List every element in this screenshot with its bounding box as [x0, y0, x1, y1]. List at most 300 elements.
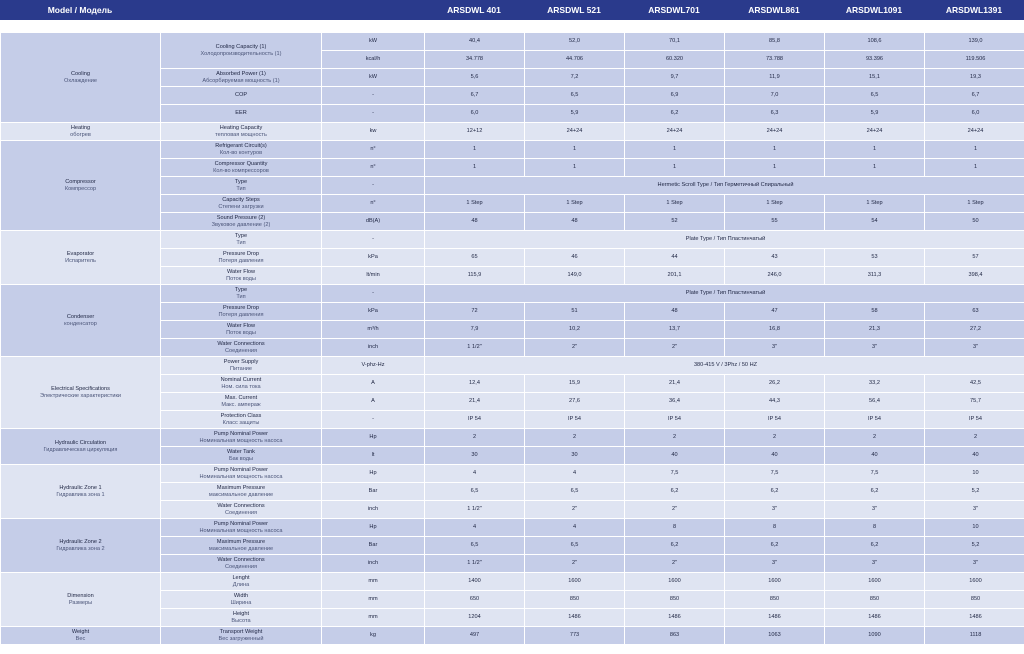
unit-cell: kPa [322, 303, 424, 320]
group-label-en: Evaporator [66, 251, 95, 258]
unit-cell: V-phz-Hz [322, 357, 424, 374]
parameter-label-en: Type [234, 233, 248, 240]
value-cell: 24+24 [925, 123, 1024, 140]
value-cell: 12+12 [425, 123, 524, 140]
value-cell: 40,4 [425, 33, 524, 50]
value-cell: 48 [425, 213, 524, 230]
table-header [0, 0, 1024, 20]
value-cell: 149,0 [525, 267, 624, 284]
group-label-ru: конденсатор [64, 320, 97, 327]
parameter-label [161, 627, 321, 644]
value-cell: 1486 [625, 609, 724, 626]
value-cell: 10 [925, 519, 1024, 536]
value-cell: 2 [725, 429, 824, 446]
parameter-label-en: Water Connections [217, 341, 265, 348]
parameter-label [161, 429, 321, 446]
unit-cell: dB(A) [322, 213, 424, 230]
value-cell: 1 [425, 159, 524, 176]
value-cell: 3" [825, 555, 924, 572]
group-label-en: Condenser [66, 314, 95, 321]
value-cell: 24+24 [625, 123, 724, 140]
group-label-ru: Вес [75, 635, 86, 642]
unit-cell: - [322, 105, 424, 122]
value-cell: 1486 [825, 609, 924, 626]
value-cell: 850 [625, 591, 724, 608]
table-row [1, 429, 1024, 446]
parameter-label [161, 339, 321, 356]
value-cell: 1 [925, 159, 1024, 176]
parameter-label [161, 231, 321, 248]
value-cell: 1 1/2" [425, 555, 524, 572]
value-cell: 6,2 [625, 105, 724, 122]
group-label-en: Compressor [65, 179, 96, 186]
unit-cell: m³/h [322, 321, 424, 338]
value-cell: 6,5 [425, 483, 524, 500]
value-cell: 2 [425, 429, 524, 446]
parameter-label [161, 447, 321, 464]
value-cell: 6,7 [925, 87, 1024, 104]
group-label-ru: Гидравлическая циркуляция [43, 446, 118, 453]
value-cell: 6,2 [825, 483, 924, 500]
model-header: ARSDWL 521 [547, 5, 601, 15]
value-cell: 24+24 [725, 123, 824, 140]
value-cell: 48 [625, 303, 724, 320]
value-cell: 6,2 [625, 537, 724, 554]
unit-cell: A [322, 393, 424, 410]
value-cell: 1486 [925, 609, 1024, 626]
model-header: ARSDWL701 [648, 5, 700, 15]
unit-cell: mm [322, 591, 424, 608]
value-cell: 6,7 [425, 87, 524, 104]
table-row [1, 465, 1024, 482]
value-cell: 497 [425, 627, 524, 644]
value-cell: 7,5 [625, 465, 724, 482]
value-cell: 60.320 [625, 51, 724, 68]
parameter-label [161, 303, 321, 320]
value-cell: 65 [425, 249, 524, 266]
value-cell: 30 [525, 447, 624, 464]
parameter-label-ru: Номинальная мощность насоса [199, 473, 283, 480]
value-cell: 6,2 [725, 537, 824, 554]
table-row [1, 285, 1024, 302]
parameter-label-en: Water Flow [226, 269, 256, 276]
value-cell: 73.788 [725, 51, 824, 68]
value-cell: 70,1 [625, 33, 724, 50]
value-cell: 2" [525, 501, 624, 518]
value-cell: 1 [825, 141, 924, 158]
value-cell: 40 [625, 447, 724, 464]
parameter-label-en: Nominal Current [220, 377, 262, 384]
parameter-label-ru: Номинальная мощность насоса [199, 527, 283, 534]
value-cell: 2 [925, 429, 1024, 446]
unit-cell: Hp [322, 465, 424, 482]
unit-cell: Hp [322, 429, 424, 446]
value-cell: 1 Step [725, 195, 824, 212]
group-label-en: Heating [70, 125, 91, 132]
value-cell: 1 Step [625, 195, 724, 212]
value-cell: 36,4 [625, 393, 724, 410]
value-cell: 8 [625, 519, 724, 536]
parameter-label [161, 375, 321, 392]
parameter-label [161, 519, 321, 536]
parameter-label [161, 483, 321, 500]
parameter-label-ru: Потеря давления [218, 311, 264, 318]
parameter-label-ru: Тип [236, 293, 246, 300]
value-cell: 26,2 [725, 375, 824, 392]
value-cell: 4 [525, 465, 624, 482]
parameter-label-en: Pump Nominal Power [213, 521, 269, 528]
parameter-label [161, 285, 321, 302]
unit-cell: lt [322, 447, 424, 464]
table-row [1, 627, 1024, 644]
group-label-ru: Гидравлика зона 1 [56, 491, 105, 498]
parameter-label-en: Compressor Quantity [214, 161, 268, 168]
parameter-label-ru: Класс защиты [222, 419, 260, 426]
group-label [1, 465, 160, 518]
parameter-label-ru: Бак воды [229, 455, 253, 462]
merged-value-cell: Plate Type / Тип Пластинчатый [425, 231, 1024, 248]
value-cell: 93.396 [825, 51, 924, 68]
value-cell: 40 [825, 447, 924, 464]
parameter-label-ru: Ном. сила тока [221, 383, 261, 390]
value-cell: 139,0 [925, 33, 1024, 50]
value-cell: 4 [425, 519, 524, 536]
unit-cell: mm [322, 609, 424, 626]
value-cell: 8 [825, 519, 924, 536]
merged-value-cell: Hermetic Scroll Type / Тип Герметичный Спиральный [425, 177, 1024, 194]
parameter-label-ru: Номинальная мощность насоса [199, 437, 283, 444]
value-cell: 24+24 [825, 123, 924, 140]
value-cell: 3" [725, 339, 824, 356]
value-cell: 6,0 [925, 105, 1024, 122]
parameter-label [161, 609, 321, 626]
parameter-label [161, 123, 321, 140]
value-cell: 2 [825, 429, 924, 446]
group-label-en: Hydraulic Circulation [54, 440, 107, 447]
value-cell: 27,2 [925, 321, 1024, 338]
value-cell: 56,4 [825, 393, 924, 410]
value-cell: 52 [625, 213, 724, 230]
group-label [1, 123, 160, 140]
value-cell: 1 [825, 159, 924, 176]
value-cell: 19,3 [925, 69, 1024, 86]
parameter-label-en: Heating Capacity [219, 125, 263, 132]
value-cell: 6,5 [425, 537, 524, 554]
value-cell: 52,0 [525, 33, 624, 50]
value-cell: 1 [525, 141, 624, 158]
value-cell: 850 [925, 591, 1024, 608]
value-cell: 1 [525, 159, 624, 176]
value-cell: 7,9 [425, 321, 524, 338]
parameter-label-en: Pressure Drop [222, 251, 260, 258]
group-label-ru: Охлаждение [64, 77, 97, 84]
value-cell: 3" [925, 339, 1024, 356]
parameter-label-ru: Поток воды [226, 275, 256, 282]
parameter-label-en: Height [232, 611, 250, 618]
value-cell: 7,2 [525, 69, 624, 86]
parameter-label-ru: Питание [229, 365, 253, 372]
parameter-label-en: Power Supply [223, 359, 259, 366]
group-label-en: Electrical Specifications [51, 386, 110, 393]
value-cell: 46 [525, 249, 624, 266]
parameter-label-ru: Звуковое давление (2) [211, 221, 271, 228]
value-cell: 6,5 [825, 87, 924, 104]
parameter-label [161, 555, 321, 572]
value-cell: 34.778 [425, 51, 524, 68]
value-cell: 1 [725, 141, 824, 158]
unit-cell: - [322, 285, 424, 302]
value-cell: 1600 [825, 573, 924, 590]
parameter-label-ru: Вес загруженный [218, 635, 264, 642]
value-cell: 10 [925, 465, 1024, 482]
group-label-ru: Электрические характеристики [39, 392, 122, 399]
value-cell: 850 [525, 591, 624, 608]
value-cell: 1 [625, 159, 724, 176]
unit-cell: mm [322, 573, 424, 590]
parameter-label [161, 213, 321, 230]
value-cell: 1400 [425, 573, 524, 590]
value-cell: 1 Step [425, 195, 524, 212]
parameter-label [161, 141, 321, 158]
unit-cell: kPa [322, 249, 424, 266]
value-cell: 246,0 [725, 267, 824, 284]
value-cell: 6,5 [525, 87, 624, 104]
parameter-label-en: Lenght [232, 575, 250, 582]
value-cell: 1 Step [925, 195, 1024, 212]
parameter-label-en: Capacity Steps [222, 197, 260, 204]
parameter-label-ru: Соединения [225, 509, 257, 516]
parameter-label-ru: Длина [232, 581, 250, 588]
unit-cell: kw [322, 123, 424, 140]
group-label-ru: Размеры [68, 599, 93, 606]
value-cell: 63 [925, 303, 1024, 320]
unit-cell: kW [322, 33, 424, 50]
unit-cell: kW [322, 69, 424, 86]
value-cell: 47 [725, 303, 824, 320]
model-header: ARSDWL 401 [447, 5, 501, 15]
value-cell: 54 [825, 213, 924, 230]
value-cell: 44.706 [525, 51, 624, 68]
value-cell: 3" [925, 555, 1024, 572]
value-cell: IP 54 [525, 411, 624, 428]
value-cell: 119.506 [925, 51, 1024, 68]
value-cell: 15,1 [825, 69, 924, 86]
parameter-label-ru: Абсорбируемая мощность (1) [202, 77, 280, 84]
value-cell: 1600 [625, 573, 724, 590]
unit-cell: - [322, 87, 424, 104]
parameter-label-ru: Потеря давления [218, 257, 264, 264]
parameter-label-en: EER [235, 110, 247, 117]
parameter-label-en: Refrigerant Circuit(s) [215, 143, 267, 150]
value-cell: 115,9 [425, 267, 524, 284]
parameter-label [161, 321, 321, 338]
value-cell: 5,2 [925, 537, 1024, 554]
value-cell: 1486 [725, 609, 824, 626]
value-cell: 7,5 [725, 465, 824, 482]
unit-cell: Bar [322, 537, 424, 554]
value-cell: 7,0 [725, 87, 824, 104]
value-cell: 3" [825, 501, 924, 518]
value-cell: 2" [525, 555, 624, 572]
value-cell: 13,7 [625, 321, 724, 338]
parameter-label-en: Absorbed Power (1) [216, 71, 266, 78]
parameter-label [161, 249, 321, 266]
table-row [1, 519, 1024, 536]
value-cell: 2" [625, 501, 724, 518]
value-cell: 33,2 [825, 375, 924, 392]
parameter-label-ru: Тип [236, 239, 246, 246]
value-cell: 16,8 [725, 321, 824, 338]
group-label [1, 429, 160, 464]
group-label [1, 285, 160, 356]
parameter-label-ru: Макс. ампераж [221, 401, 261, 408]
value-cell: 108,6 [825, 33, 924, 50]
header-spacer [0, 20, 1024, 32]
value-cell: 9,7 [625, 69, 724, 86]
group-label-en: Dimension [67, 593, 94, 600]
parameter-label-en: Max. Current [224, 395, 258, 402]
parameter-label-ru: Холодопроизводительность (1) [200, 50, 282, 57]
parameter-label-ru: Соединения [225, 563, 257, 570]
value-cell: 43 [725, 249, 824, 266]
unit-cell: kg [322, 627, 424, 644]
group-label [1, 33, 160, 122]
value-cell: 7,5 [825, 465, 924, 482]
parameter-label [161, 159, 321, 176]
model-header: ARSDWL1091 [845, 5, 903, 15]
table-row [1, 573, 1024, 590]
value-cell: 1 1/2" [425, 501, 524, 518]
group-label [1, 231, 160, 284]
value-cell: 40 [925, 447, 1024, 464]
value-cell: 1063 [725, 627, 824, 644]
value-cell: 1 [425, 141, 524, 158]
parameter-label [161, 87, 321, 104]
parameter-label [161, 501, 321, 518]
value-cell: 6,9 [625, 87, 724, 104]
value-cell: 6,5 [525, 483, 624, 500]
unit-cell: n° [322, 159, 424, 176]
value-cell: 5,6 [425, 69, 524, 86]
value-cell: 30 [425, 447, 524, 464]
value-cell: 40 [725, 447, 824, 464]
value-cell: 57 [925, 249, 1024, 266]
value-cell: 6,3 [725, 105, 824, 122]
value-cell: 2" [625, 555, 724, 572]
model-header: ARSDWL1391 [945, 5, 1003, 15]
unit-cell: Bar [322, 483, 424, 500]
value-cell: 5,9 [825, 105, 924, 122]
parameter-label-en: COP [234, 92, 248, 99]
unit-cell: - [322, 411, 424, 428]
spec-table-body [1, 33, 1024, 644]
parameter-label-ru: Поток воды [226, 329, 256, 336]
parameter-label [161, 195, 321, 212]
value-cell: 4 [525, 519, 624, 536]
value-cell: 6,2 [825, 537, 924, 554]
value-cell: 58 [825, 303, 924, 320]
parameter-label-ru: Степени загрузки [218, 203, 264, 210]
group-label [1, 141, 160, 230]
value-cell: 3" [925, 501, 1024, 518]
value-cell: 2" [525, 339, 624, 356]
parameter-label-en: Pump Nominal Power [213, 431, 269, 438]
parameter-label-en: Sound Pressure (2) [216, 215, 266, 222]
value-cell: 773 [525, 627, 624, 644]
value-cell: 850 [725, 591, 824, 608]
parameter-label [161, 267, 321, 284]
group-label [1, 573, 160, 626]
value-cell: 44 [625, 249, 724, 266]
value-cell: 1 [725, 159, 824, 176]
group-label [1, 519, 160, 572]
value-cell: 50 [925, 213, 1024, 230]
value-cell: 1 Step [525, 195, 624, 212]
unit-cell: - [322, 177, 424, 194]
value-cell: 6,2 [625, 483, 724, 500]
value-cell: 1486 [525, 609, 624, 626]
value-cell: 1 [625, 141, 724, 158]
parameter-label-en: Type [234, 179, 248, 186]
unit-cell: inch [322, 555, 424, 572]
value-cell: 1204 [425, 609, 524, 626]
value-cell: 650 [425, 591, 524, 608]
parameter-label-ru: Ширина [230, 599, 252, 606]
value-cell: 3" [725, 555, 824, 572]
value-cell: 27,6 [525, 393, 624, 410]
unit-cell: n° [322, 195, 424, 212]
value-cell: 15,9 [525, 375, 624, 392]
value-cell: 850 [825, 591, 924, 608]
value-cell: IP 54 [725, 411, 824, 428]
parameter-label [161, 573, 321, 590]
parameter-label [161, 33, 321, 68]
parameter-label-ru: Кол-во компрессоров [213, 167, 269, 174]
parameter-label-en: Water Connections [217, 503, 265, 510]
value-cell: 1600 [725, 573, 824, 590]
value-cell: 21,3 [825, 321, 924, 338]
merged-value-cell: 380-415 V / 3Phz / 50 HZ [425, 357, 1024, 374]
unit-cell: lt/min [322, 267, 424, 284]
parameter-label-en: Cooling Capacity (1) [215, 44, 267, 51]
value-cell: 11,9 [725, 69, 824, 86]
value-cell: 48 [525, 213, 624, 230]
unit-cell: A [322, 375, 424, 392]
group-label-ru: Гидравлика зона 2 [56, 545, 105, 552]
parameter-label [161, 591, 321, 608]
group-label-ru: Компрессор [64, 185, 97, 192]
parameter-label-en: Protection Class [220, 413, 262, 420]
value-cell: IP 54 [925, 411, 1024, 428]
value-cell: 398,4 [925, 267, 1024, 284]
unit-cell: inch [322, 501, 424, 518]
parameter-label [161, 465, 321, 482]
unit-cell: - [322, 231, 424, 248]
unit-cell: kcal/h [322, 51, 424, 68]
parameter-label [161, 69, 321, 86]
value-cell: 21,4 [625, 375, 724, 392]
group-label-ru: обогрев [70, 131, 91, 138]
value-cell: 53 [825, 249, 924, 266]
value-cell: 21,4 [425, 393, 524, 410]
group-label [1, 357, 160, 428]
value-cell: 55 [725, 213, 824, 230]
model-header: ARSDWL861 [748, 5, 800, 15]
parameter-label-ru: тепловая мощность [215, 131, 267, 138]
parameter-label-ru: Кол-во контуров [219, 149, 263, 156]
value-cell: 1 Step [825, 195, 924, 212]
group-label [1, 627, 160, 644]
